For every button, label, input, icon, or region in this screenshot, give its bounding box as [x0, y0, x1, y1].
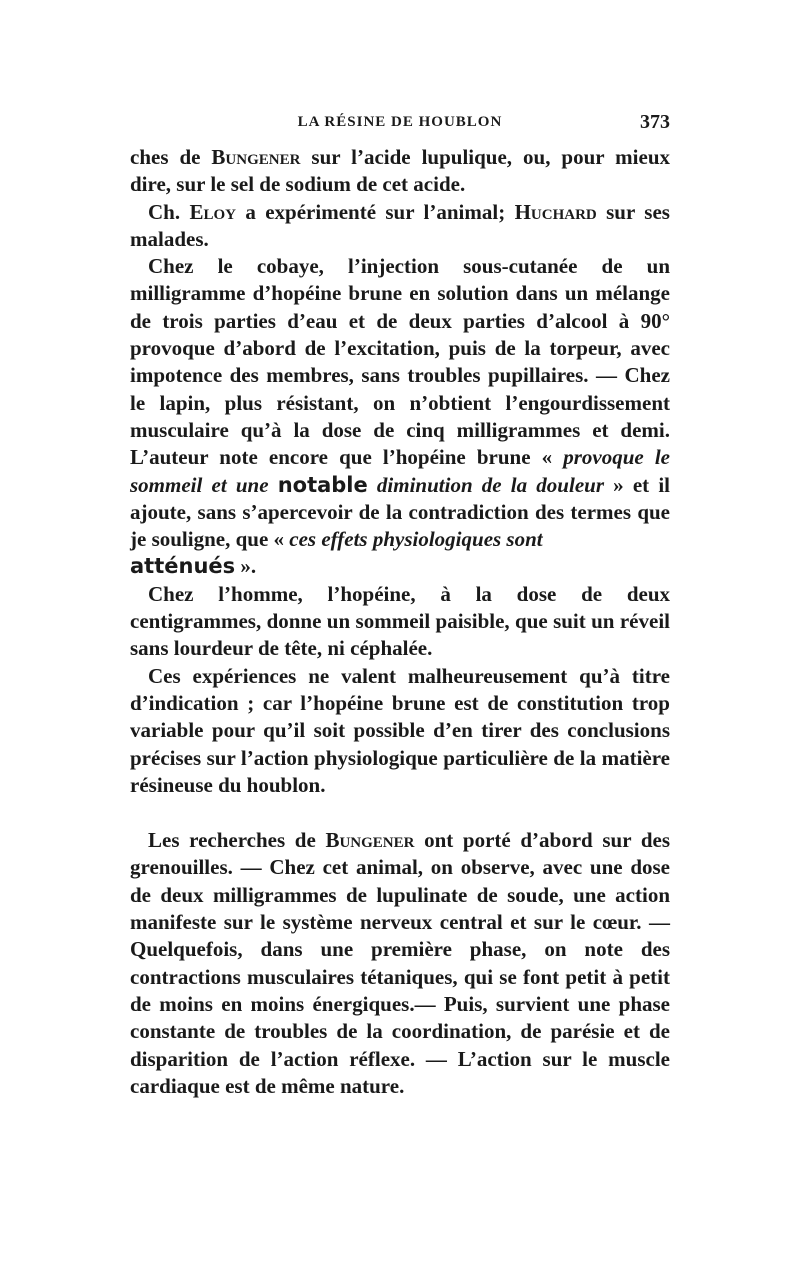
emphasized-word: notable [277, 472, 368, 497]
emphasized-word: atténués [130, 554, 236, 579]
page-number: 373 [640, 111, 670, 133]
text-run: sur l’acide lupulique, ou, pour mieux dire, sur le sel de sodium de cet acide. [130, 145, 670, 197]
paragraph-1 [130, 144, 670, 199]
paragraph-5 [130, 663, 670, 799]
paragraph-6 [130, 827, 670, 1100]
paragraph-2 [130, 199, 670, 254]
quote-italic: provoque le sommeil et une [130, 445, 670, 497]
section-gap [130, 799, 670, 827]
quote-italic: diminution de la douleur [367, 472, 604, 497]
paragraph-4 [130, 581, 670, 663]
text-run: ». [235, 554, 257, 579]
text-run: » et il ajoute, sans s’apercevoir de la contradiction des termes que je souligne, que « [130, 472, 670, 552]
text-run: ont porté d’abord sur des grenouilles. — Chez cet animal, on observe, avec une dose de deux milligrammes de lupulinate de soude, une action manifeste sur le système nerveux central et sur le cœur. — Quelquefois, dans une première phase, on note des contractions musculaires tétaniques, qui se font petit à petit de moins en moins énergiques.— Puis, survient une phase constante de troubles de la coordination, de parésie et de disparition de l’action réflexe. — L’action sur le muscle cardiaque est de même nature. [130, 828, 670, 1098]
paragraph-3 [130, 253, 670, 581]
page-header [130, 111, 670, 140]
text-run: Chez le cobaye, l’injection sous-cutanée de un milligramme d’hopéine brune en solution dans un mélange de trois parties d’eau et de deux parties d’alcool à 90° provoque d’abord de l’excitation, puis de la torpeur, avec impotence des membres, sans troubles pupillaires. — Chez le lapin, plus résistant, on n’obtient l’engourdissement musculaire qu’à la dose de cinq milligrammes et demi. L’auteur note encore que l’hopéine brune « [130, 254, 670, 470]
text-run: Les recherches de [148, 828, 326, 853]
author-name: Huchard [514, 199, 597, 224]
body-text [130, 144, 670, 1100]
text-run: sur ses malades. [130, 199, 670, 251]
text-run: Chez l’homme, l’hopéine, à la dose de deux centigrammes, donne un sommeil paisible, que suit un réveil sans lourdeur de tête, ni céphalée. [130, 581, 670, 661]
running-title: LA RÉSINE DE HOUBLON [297, 114, 503, 130]
quote-italic: ces effets physiologiques sont [289, 527, 543, 552]
text-run: ches de [130, 145, 212, 169]
text-run: a expérimenté sur l’animal; [235, 199, 515, 224]
author-name: Eloy [189, 199, 236, 224]
author-name: Bungener [211, 145, 301, 169]
author-name: Bungener [325, 828, 415, 853]
text-run: Ch. [148, 199, 190, 224]
text-run: Ces expériences ne valent malheureusement qu’à titre d’indication ; car l’hopéine brune est de constitution trop variable pour qu’il soit possible d’en tirer des conclusions précises sur l’action physiologique particulière de la matière résineuse du houblon. [130, 663, 670, 797]
